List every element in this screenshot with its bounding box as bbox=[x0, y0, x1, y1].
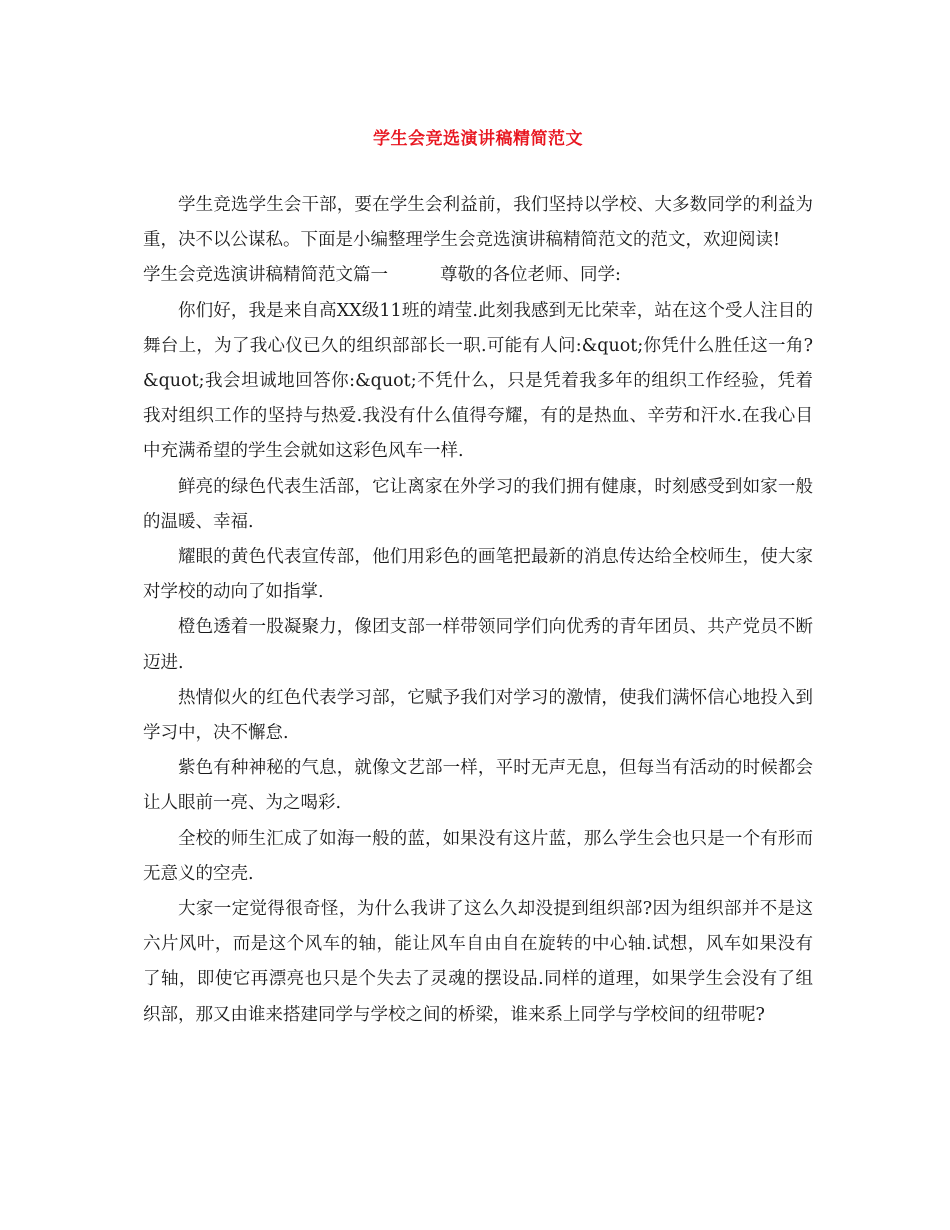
section-heading-line bbox=[143, 258, 813, 293]
body-paragraph: 耀眼的黄色代表宣传部，他们用彩色的画笔把最新的消息传达给全校师生，使大家对学校的动向了如指掌. bbox=[143, 547, 813, 603]
body-paragraph: 热情似火的红色代表学习部，它赋予我们对学习的激情，使我们满怀信心地投入到学习中，决不懈怠. bbox=[143, 687, 813, 744]
document-body bbox=[143, 188, 813, 1033]
section-heading: 学生会竞选演讲稿精简范文篇一 bbox=[143, 265, 388, 286]
body-paragraph: 全校的师生汇成了如海一般的蓝，如果没有这片蓝，那么学生会也只是一个有形而无意义的空壳. bbox=[143, 828, 813, 884]
salutation: 尊敬的各位老师、同学: bbox=[440, 265, 621, 286]
body-paragraph: 鲜亮的绿色代表生活部，它让离家在外学习的我们拥有健康，时刻感受到如家一般的温暖、幸福. bbox=[143, 476, 813, 532]
body-paragraph: 紫色有种神秘的气息，就像文艺部一样，平时无声无息，但每当有活动的时候都会让人眼前一亮、为之喝彩. bbox=[143, 758, 813, 814]
body-paragraph: 你们好，我是来自高XX级11班的靖莹.此刻我感到无比荣幸，站在这个受人注目的舞台上，为了我心仪已久的组织部部长一职.可能有人问:&quot;你凭什么胜任这一角?&quot;我会坦诚地回答你:&quot;不凭什么，只是凭着我多年的组织工作经验，凭着我对组织工作的坚持与热爱.我没有什么值得夸耀，有的是热血、辛劳和汗水.在我心目中充满希望的学生会就如这彩色风车一样. bbox=[143, 300, 813, 462]
intro-paragraph: 学生竞选学生会干部，要在学生会利益前，我们坚持以学校、大多数同学的利益为重，决不以公谋私。下面是小编整理学生会竞选演讲稿精简范文的范文，欢迎阅读! bbox=[143, 195, 813, 251]
body-paragraph: 大家一定觉得很奇怪，为什么我讲了这么久却没提到组织部?因为组织部并不是这六片风叶，而是这个风车的轴，能让风车自由自在旋转的中心轴.试想，风车如果没有了轴，即使它再漂亮也只是个失去了灵魂的摆设品.同样的道理，如果学生会没有了组织部，那又由谁来搭建同学与学校之间的桥梁，谁来系上同学与学校间的纽带呢? bbox=[143, 899, 813, 1025]
body-paragraph: 橙色透着一股凝聚力，像团支部一样带领同学们向优秀的青年团员、共产党员不断迈进. bbox=[143, 617, 813, 673]
document-title: 学生会竞选演讲稿精简范文 bbox=[373, 129, 583, 149]
